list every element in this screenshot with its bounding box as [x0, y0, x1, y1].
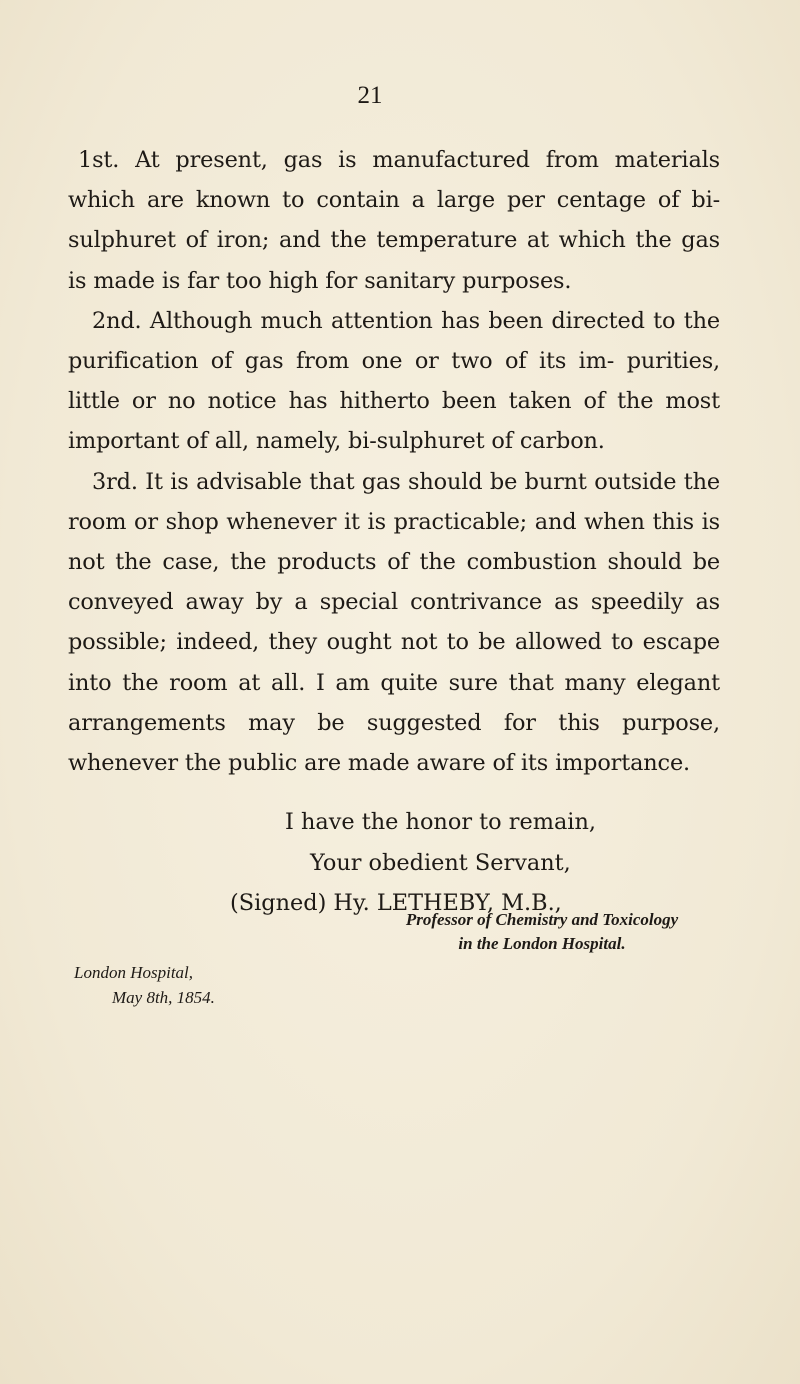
signature-line: (Signed) Hy. LETHEBY, M.B.,: [230, 890, 562, 916]
closing-line-servant: Your obedient Servant,: [310, 849, 571, 876]
paragraph-third: 3rd. It is advisable that gas should be burnt outside the room or shop whenever it is practicable; and when this is not the case, the products of the combustion should be conveyed away by a special contrivance as speedily as possible; indeed, they ought not to be allowed to escape into the room at all. I am quite sure that many elegant arrangements may be suggested for this purpose, whenever the public are made aware of its importance.: [68, 468, 720, 777]
signatory-title-line1: Professor of Chemistry and Toxicology: [405, 910, 679, 929]
closing-line-remain: I have the honor to remain,: [285, 809, 596, 835]
paragraph-first: 1st. At present, gas is manufactured from materials which are known to contain a large per centage of bi-sulphuret of iron; and the temperature at which the gas is made is far too high for sanitary purposes.: [68, 147, 720, 294]
letter-place-date: [74, 960, 215, 1010]
letter-location: London Hospital,: [74, 963, 194, 982]
letter-body: [68, 140, 720, 783]
letter-date: May 8th, 1854.: [112, 988, 215, 1007]
letter-closing: [0, 802, 800, 924]
paragraph-second: 2nd. Although much attention has been directed to the purification of gas from one or two of its im- purities, little or no notice has hitherto been taken of the most important of all, namely, bi-sulphuret of carbon.: [68, 307, 720, 455]
page-number: 21: [357, 82, 383, 109]
signatory-title-line2: in the London Hospital.: [458, 934, 626, 953]
signatory-title: [342, 908, 742, 956]
